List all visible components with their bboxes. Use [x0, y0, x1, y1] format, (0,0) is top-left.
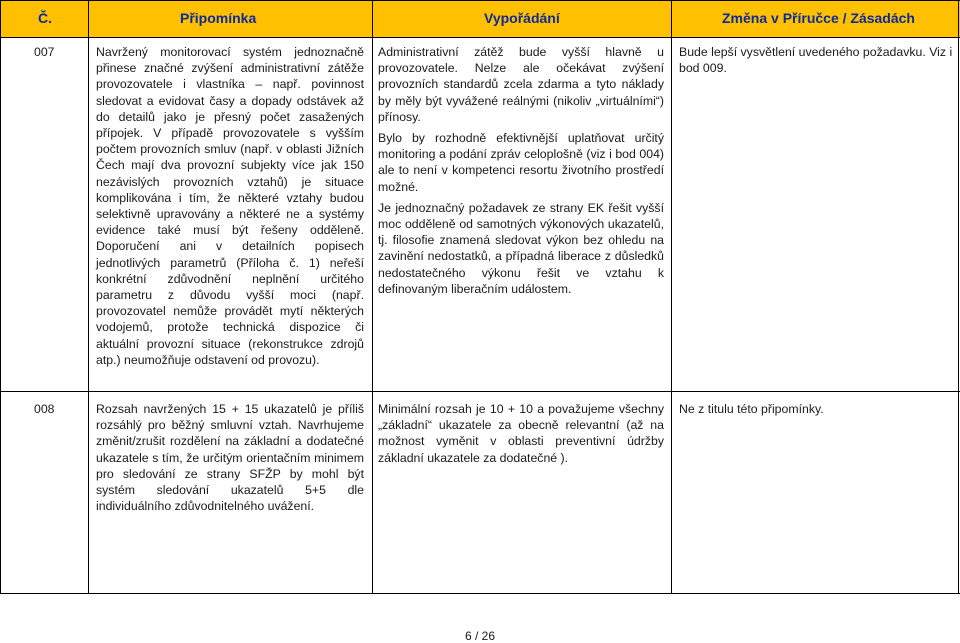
comment-text: Rozsah navržených 15 + 15 ukazatelů je příliš rozsáhlý pro běžný smluvní vztah. Navrhujeme změnit/zrušit rozdělení na základní a dodatečné ukazatele s tím, že určitým orientačním minimem pro sledování ze strany SFŽP by mohl být systém sledování ukazatelů 5+5 dle individuálního zdůvodnitelného uvážení. — [96, 402, 364, 514]
settlement-paragraph: Minimální rozsah je 10 + 10 a považujeme všechny „základní“ ukazatele za obecně relevantní (až na možnost vyměnit v oblasti preventivní údržby základní ukazatele za dodatečné ). — [378, 402, 664, 465]
settlement-cell — [378, 44, 664, 297]
row-divider — [0, 391, 960, 392]
border-bottom — [0, 593, 960, 594]
header-change: Změna v Příručce / Zásadách — [722, 10, 915, 26]
border-left — [0, 0, 1, 593]
change-text: Bude lepší vysvětlení uvedeného požadavku. Viz i bod 009. — [679, 45, 953, 76]
table-header — [0, 0, 960, 38]
settlement-paragraph: Administrativní zátěž bude vyšší hlavně u provozovatele. Nelze ale očekávat zvýšení provozních standardů zcela zdarma a tyto náklady by měly být vyvážené reálnými (nikoliv „virtuálními“) přínosy. — [378, 45, 664, 124]
settlement-paragraph: Bylo by rozhodně efektivnější uplatňovat určitý monitoring a podání zpráv celoplošně (viz i bod 004) ale to není v kompetenci resortu životního prostředí možné. — [378, 131, 664, 194]
page-number: 6 / 26 — [464, 629, 496, 643]
column-divider — [372, 0, 373, 593]
border-top — [0, 0, 960, 1]
column-divider — [671, 0, 672, 593]
row-number: 008 — [34, 402, 55, 416]
row-number: 007 — [34, 45, 55, 59]
settlement-cell — [378, 401, 664, 466]
comment-text: Navržený monitorovací systém jednoznačně přinese značné zvýšení administrativní zátěže provozovatele i vlastníka – např. povinnost sledovat a evidovat časy a dopady odstávek až do detailů jako je přesný počet zasažených přípojek. V případě provozovatele s vyšším počtem provozních smluv (např. v oblasti Jižních Čech mají dva provozní subjekty více jak 150 nezávislých provozních vztahů) je situace komplikována i tím, že některé vztahy budou selektivně upravovány a některé ne a systémy evidence také musí být řešeny odděleně. Doporučení ani v detailních popisech jednotlivých parametrů (Příloha č. 1) neřeší konkrétní zdůvodnění neplnění určitého parametru z důvodu vyšší moci (např. provozovatel nemůže provádět mytí některých vodojemů, protože technická dispozice či aktuální provozní situace (rekonstrukce zdrojů atp.) neumožňuje odstavení od provozu). — [96, 45, 364, 367]
comment-cell — [96, 401, 364, 514]
header-comment: Připomínka — [180, 10, 257, 26]
header-number: Č. — [38, 10, 52, 26]
column-divider — [88, 0, 89, 593]
change-cell — [679, 44, 955, 76]
change-text: Ne z titulu této připomínky. — [679, 402, 824, 416]
settlement-paragraph: Je jednoznačný požadavek ze strany EK řešit vyšší moc odděleně od samotných výkonových ukazatelů, tj. filosofie znamená sledovat výkon bez ohledu na zavinění nedostatků, a případná liberace z důsledků nedostatečného výkonu řešit ve vztahu k definovaným liberačním událostem. — [378, 200, 664, 296]
border-right — [958, 0, 959, 593]
header-settlement: Vypořádání — [484, 10, 560, 26]
change-cell — [679, 401, 955, 417]
comment-cell — [96, 44, 364, 368]
